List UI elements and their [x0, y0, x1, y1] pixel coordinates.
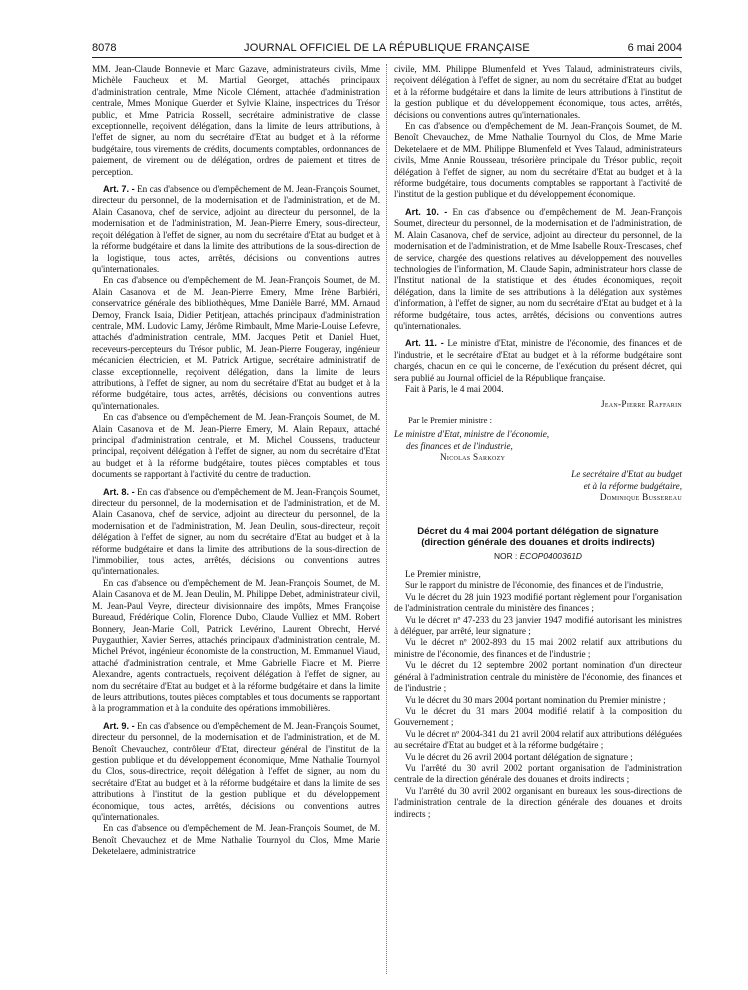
article-label: Art. 11. -	[405, 338, 444, 349]
paragraph	[394, 706, 682, 729]
secretary-title-line2: et à la réforme budgétaire,	[583, 480, 682, 491]
paragraph-text: En cas d'absence ou d'empêchement de M. Jean-François Soumet, de M. Alain Casanova et de M. Jean Deulin, M. Philippe Debet, administrateur civil, M. Jean-Paul Veyre, directeur divisionnaire des impôts, Mmes Françoise Bureaud, Frédérique Colin, Florence Dubo, Claude Vulliez et MM. Robert Bonnery, Jean-Marie Coll, Patrick Levérino, Laurent Obrecht, Hervé Puygauthier, Xavier Serres, attachés principaux d'administration centrale, M. Michel Prévot, ingénieur économiste de la construction, M. Emmanuel Viaud, attaché d'administration centrale, et Mme Gabrielle Fiacre et M. Pierre Alexandre, agents contractuels, reçoivent délégation à l'effet de signer, au nom du secrétaire d'Etat au budget et à la réforme budgétaire et dans la limite de leurs attributions, toutes pièces comptables et tous documents se rapportant à la programmation et à la conduite des opérations immobilières.	[92, 577, 380, 714]
header-rule	[92, 57, 682, 58]
decree-title-line2: (direction générale des douanes et droits indirects)	[421, 537, 655, 549]
paragraph-text: Vu l'arrêté du 30 avril 2002 portant organisation de l'administration centrale de la direction générale des douanes et droits indirects ;	[394, 762, 682, 785]
signer-name: Jean-Pierre Raffarin	[600, 399, 682, 410]
paragraph-text: En cas d'absence ou d'empêchement de M. Jean-François Soumet, de M. Alain Casanova et de M. Jean-Pierre Emery, M. Alain Repaux, attaché principal d'administration centrale, et M. Michel Coussens, traducteur principal, reçoivent délégation à l'effet de signer, au nom du secrétaire d'Etat au budget et à la réforme budgétaire, toutes pièces comptables et tous documents se rapportant à l'activité du centre de traduction.	[92, 412, 380, 480]
paragraph-text: En cas d'absence ou d'empêchement de M. Jean-François Soumet, directeur du personnel, de la modernisation et de l'administration, et de M. Alain Casanova, chef de service, adjoint au directeur du personnel, de la modernisation et de l'administration, M. Jean-Pierre Emery, sous-directeur, reçoit délégation à l'effet de signer, au nom du secrétaire d'Etat au budget et à la réforme budgétaire et dans la limite des attributions de la sous-direction de la logistique, tous actes, arrêtés, décisions ou conventions autres qu'internationales.	[92, 184, 380, 274]
issue-date: 6 mai 2004	[627, 42, 682, 54]
paragraph	[394, 64, 682, 121]
secretary-name: Dominique Bussereau	[599, 492, 682, 503]
article-paragraph	[92, 721, 380, 824]
paragraph-text: Vu le décret du 30 mars 2004 portant nomination du Premier ministre ;	[405, 694, 666, 705]
right-column	[394, 64, 682, 820]
paragraph	[394, 660, 682, 694]
paragraph-text: Le Premier ministre,	[405, 569, 481, 580]
paragraph-text: Vu le décret du 12 septembre 2002 portant nomination d'un directeur général à l'administration centrale du ministère de l'économie, des finances et de l'industrie ;	[394, 660, 682, 694]
paragraph-text: Vu le décret du 31 mars 2004 modifié relatif à la composition du Gouvernement ;	[394, 705, 682, 728]
article-label: Art. 7. -	[103, 184, 135, 195]
paragraph-text: En cas d'absence ou d'empêchement de M. Jean-François Soumet, de M. Benoît Chevauchez et de Mme Nathalie Tournyol du Clos, Mme Marie Deketelaere, administratrice	[92, 823, 380, 857]
paragraph	[394, 695, 682, 706]
paragraph-text: En cas d'absence ou d'empêchement de M. Jean-François Soumet, directeur du personnel, de la modernisation et de l'administration, de M. Alain Casanova, chef de service, adjoint au directeur du personnel, de la modernisation et de l'administration, et de Mme Isabelle Roux-Trescases, chef de service, chargée des questions relatives au développement des nouvelles technologies de l'information, M. Claude Sapin, administrateur hors classe de l'Institut national de la statistique et des études économiques, reçoit délégation, dans la limite de ses attributions à la délégation aux systèmes d'information, à l'effet de signer, au nom du secrétaire d'Etat au budget et à la réforme budgétaire, tous actes, arrêtés, décisions ou conventions autres qu'internationales.	[394, 206, 682, 331]
paragraph	[394, 637, 682, 660]
decree-body	[394, 569, 682, 820]
paragraph-text: MM. Jean-Claude Bonnevie et Marc Gazave, administrateurs civils, Mme Michèle Faucheux et M. Martial Georget, attachés principaux d'administration centrale, Mme Nicole Clément, attachée d'administration centrale, Mmes Monique Guerder et Sylvie Klaine, inspectrices du Trésor public, et Mme Patricia Rossell, secrétaire administrative de classe exceptionnelle, reçoivent délégation, dans la limite de leurs attributions, à l'effet de signer, au nom du secrétaire d'Etat au budget et à la réforme budgétaire, tous virements de crédits, documents comptables, ordonnances de paiement, de virement ou de délégation, ordres de paiement et titres de perception.	[92, 64, 380, 177]
paragraph	[92, 412, 380, 480]
paragraph-text: En cas d'absence ou d'empêchement de M. Jean-François Soumet, directeur du personnel, de la modernisation et de l'administration, et de M. Benoît Chevauchez, contrôleur d'Etat, directeur général de l'institut de la gestion publique et du développement économique, Mme Nathalie Tournyol du Clos, sous-directrice, reçoit délégation à l'effet de signer, au nom du secrétaire d'Etat au budget et à la réforme budgétaire et dans la limite de ses attributions à l'institut de la gestion publique et du développement économique, tous actes, arrêtés, décisions ou conventions autres qu'internationales.	[92, 720, 380, 822]
paragraph-text: civile, MM. Philippe Blumenfeld et Yves Talaud, administrateurs civils, reçoivent délégation à l'effet de signer, au nom du secrétaire d'Etat au budget et à la réforme budgétaire et dans la limite de leurs attributions à l'institut de la gestion publique et du développement économique, tous actes, arrêtés, décisions ou conventions autres qu'internationales.	[394, 64, 682, 120]
article-label: Art. 8. -	[103, 486, 135, 497]
paragraph-text: Le ministre d'Etat, ministre de l'économie, des finances et de l'industrie, et le secrétaire d'Etat au budget et à la réforme budgétaire sont chargés, chacun en ce qui le concerne, de l'exécution du présent décret, qui sera publié au Journal officiel de la République française.	[394, 338, 682, 383]
article-paragraph	[394, 338, 682, 384]
secretary-title-line1: Le secrétaire d'Etat au budget	[571, 469, 682, 480]
paragraph	[394, 752, 682, 763]
paragraph	[92, 64, 380, 178]
minister-name: Nicolas Sarkozy	[440, 452, 506, 462]
paragraph	[92, 275, 380, 412]
paragraph	[92, 578, 380, 715]
minister-title-line2: des finances et de l'industrie,	[406, 440, 513, 451]
paragraph-text: Vu le décret nº 2004-341 du 21 avril 2004 relatif aux attributions déléguées au secrétaire d'Etat au budget et à la réforme budgétaire ;	[394, 728, 682, 751]
nor-reference	[394, 551, 682, 562]
paragraph-text: En cas d'absence ou d'empêchement de M. Jean-François Soumet, de M. Benoît Chevauchez, de Mme Nathalie Tournyol du Clos, de Mme Marie Deketelaere et de MM. Philippe Blumenfeld et Yves Talaud, administrateurs civils, Mme Annie Rousseau, trésorière principale du Trésor public, reçoit délégation à l'effet de signer, au nom du secrétaire d'Etat au budget et à la réforme budgétaire, tous documents comptables se rapportant à l'activité de l'institut de la gestion publique et du développement économique.	[394, 121, 682, 200]
journal-title: JOURNAL OFFICIEL DE LA RÉPUBLIQUE FRANÇAISE	[244, 42, 530, 54]
decree-title	[394, 526, 682, 549]
paragraph	[92, 823, 380, 857]
secretary-block	[394, 469, 682, 503]
paragraph	[394, 592, 682, 615]
signature-block	[394, 384, 682, 504]
paragraph	[394, 615, 682, 638]
paragraph-text: Vu l'arrêté du 30 avril 2002 organisant en bureaux les sous-directions de l'administration centrale de la direction générale des douanes et droits indirects ;	[394, 785, 682, 819]
article-paragraph	[92, 487, 380, 578]
paragraph-text: En cas d'absence ou d'empêchement de M. Jean-François Soumet, directeur du personnel, de la modernisation et de l'administration, et de M. Alain Casanova, chef de service, adjoint au directeur du personnel, de la modernisation et de l'administration, M. Jean Deulin, sous-directeur, reçoit délégation à l'effet de signer, au nom du secrétaire d'Etat au budget et à la réforme budgétaire et dans la limite des attributions de la sous-direction de l'immobilier, tous actes, arrêtés, décisions ou conventions autres qu'internationales.	[92, 486, 380, 577]
column-separator	[386, 64, 387, 974]
article-paragraph	[92, 184, 380, 275]
paragraph	[394, 569, 682, 580]
right-column-articles	[394, 64, 682, 384]
left-column	[92, 64, 380, 858]
paragraph-text: Vu le décret nº 2002-893 du 15 mai 2002 relatif aux attributions du ministre de l'économie, des finances et de l'industrie ;	[394, 637, 682, 659]
paragraph	[394, 580, 682, 591]
article-paragraph	[394, 207, 682, 332]
decree-title-line1: Décret du 4 mai 2004 portant délégation de signature	[417, 525, 659, 537]
paragraph	[394, 729, 682, 752]
article-label: Art. 10. -	[405, 206, 448, 217]
page-number: 8078	[92, 42, 117, 54]
paragraph-text: Vu le décret du 26 avril 2004 portant délégation de signature ;	[405, 751, 633, 762]
place-date: Fait à Paris, le 4 mai 2004.	[405, 383, 504, 394]
nor-label: NOR :	[494, 550, 518, 561]
par-le-premier-ministre: Par le Premier ministre :	[408, 414, 493, 425]
minister-title-line1: Le ministre d'Etat, ministre de l'économie,	[394, 429, 550, 440]
paragraph	[394, 786, 682, 820]
article-label: Art. 9. -	[103, 720, 135, 731]
paragraph-text: Vu le décret du 28 juin 1923 modifié portant règlement pour l'organisation de l'administration centrale du ministère des finances ;	[394, 591, 682, 614]
paragraph	[394, 763, 682, 786]
paragraph	[394, 121, 682, 201]
paragraph-text: Sur le rapport du ministre de l'économie, des finances et de l'industrie,	[405, 580, 664, 591]
paragraph-text: Vu le décret nº 47-233 du 23 janvier 1947 modifié autorisant les ministres à déléguer, par arrêté, leur signature ;	[394, 614, 682, 637]
nor-code: ECOP0400361D	[519, 550, 582, 561]
page-header	[92, 42, 682, 56]
paragraph-text: En cas d'absence ou d'empêchement de M. Jean-François Soumet, de M. Alain Casanova et de M. Jean-Pierre Emery, Mme Irène Barbiéri, conservatrice générale des bibliothèques, Mme Danièle Barré, MM. Arnaud Demoy, Franck Isaia, Didier Petitjean, attachés principaux d'administration centrale, MM. Ludovic Lamy, Jérôme Rimbault, Mme Marie-Louise Lefevre, attachés d'administration centrale, MM. Jacques Petit et Daniel Huet, receveurs-percepteurs du Trésor public, M. Jean-Pierre Fougeray, ingénieur mécanicien électricien, et M. Patrick Artigue, secrétaire administratif de classe exceptionnelle, reçoivent délégation, dans la limite de leurs attributions, à l'effet de signer, au nom du secrétaire d'Etat au budget et à la réforme budgétaire, tous actes, arrêtés, décisions ou conventions autres qu'internationales.	[92, 275, 380, 411]
